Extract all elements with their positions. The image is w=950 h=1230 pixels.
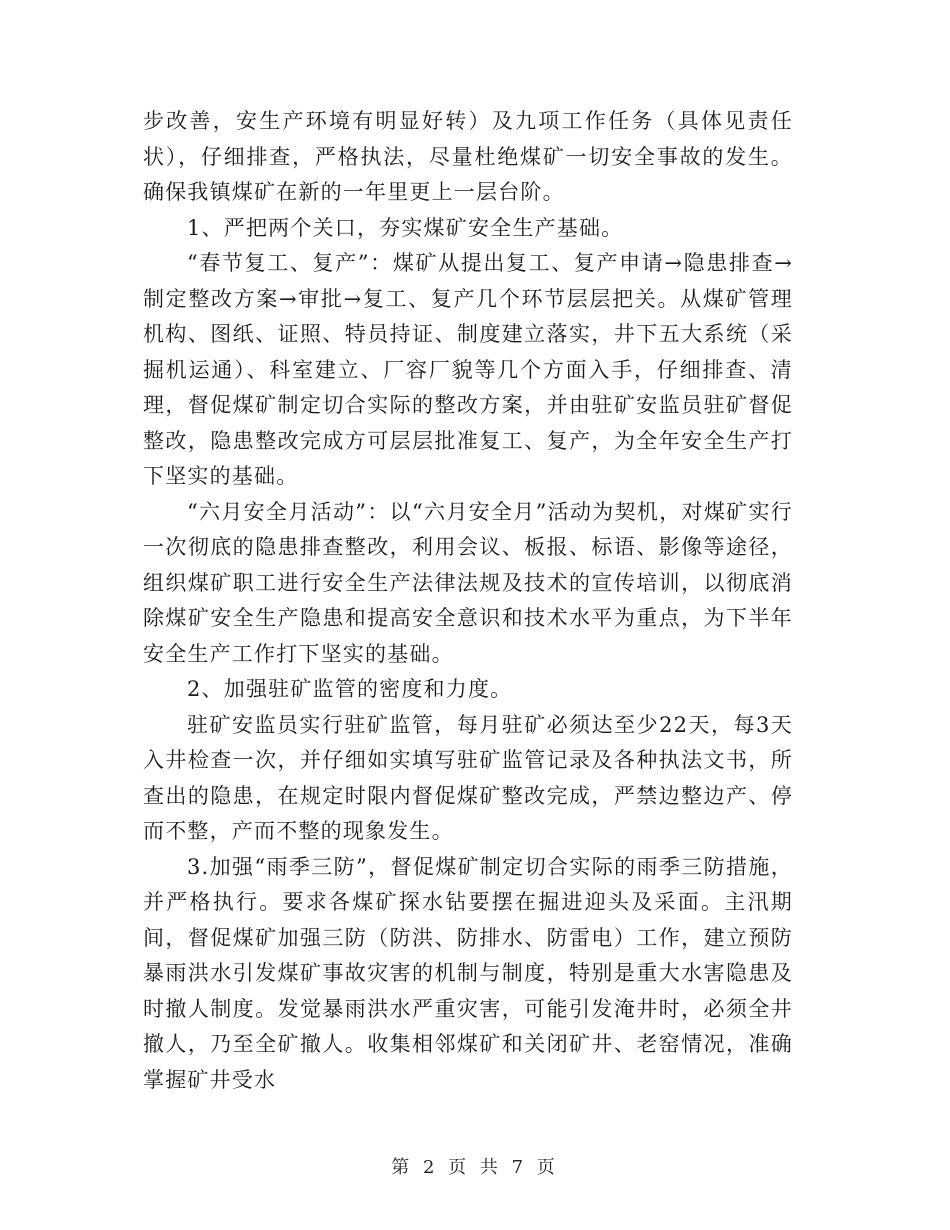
paragraph-1: 步改善，安生产环境有明显好转）及九项工作任务（具体见责任状），仔细排查，严格执法，尽量杜绝煤矿一切安全事故的发生。确保我镇煤矿在新的一年里更上一层台阶。 <box>143 109 793 204</box>
paragraph-4: “六月安全月活动”：以“六月安全月”活动为契机，对煤矿实行一次彻底的隐患排查整改，利用会议、板报、标语、影像等途径，组织煤矿职工进行安全生产法律法规及技术的宣传培训，以彻底消除煤矿安全生产隐患和提高安全意识和技术水平为重点，为下半年安全生产工作打下坚实的基础。 <box>143 499 793 666</box>
paragraph-3: “春节复工、复产”：煤矿从提出复工、复产申请→隐患排查→制定整改方案→审批→复工、复产几个环节层层把关。从煤矿管理机构、图纸、证照、特员持证、制度建立落实，井下五大系统（采掘机运通）、科室建立、厂容厂貌等几个方面入手，仔细排查、清理，督促煤矿制定切合实际的整改方案，并由驻矿安监员驻矿督促整改，隐患整改完成方可层层批准复工、复产，为全年安全生产打下坚实的基础。 <box>143 251 793 488</box>
paragraph-5-heading: 2、加强驻矿监管的密度和力度。 <box>187 677 513 701</box>
page-footer: 第 2 页 共 7 页 <box>391 1157 559 1178</box>
paragraph-6: 驻矿安监员实行驻矿监管，每月驻矿必须达至少22天，每3天入井检查一次，并仔细如实填写驻矿监管记录及各种执法文书，所查出的隐患，在规定时限内督促煤矿整改完成，严禁边整边产、停而不整，产而不整的现象发生。 <box>143 712 793 843</box>
document-body <box>143 104 793 1098</box>
paragraph-7: 3.加强“雨季三防”，督促煤矿制定切合实际的雨季三防措施，并严格执行。要求各煤矿探水钻要摆在掘进迎头及采面。主汛期间，督促煤矿加强三防（防洪、防排水、防雷电）工作，建立预防暴雨洪水引发煤矿事故灾害的机制与制度，特别是重大水害隐患及时撤人制度。发觉暴雨洪水严重灾害，可能引发淹井时，必须全井撤人，乃至全矿撤人。收集相邻煤矿和关闭矿井、老窑情况，准确掌握矿井受水 <box>143 854 793 1092</box>
paragraph-2-heading: 1、严把两个关口，夯实煤矿安全生产基础。 <box>187 215 624 240</box>
